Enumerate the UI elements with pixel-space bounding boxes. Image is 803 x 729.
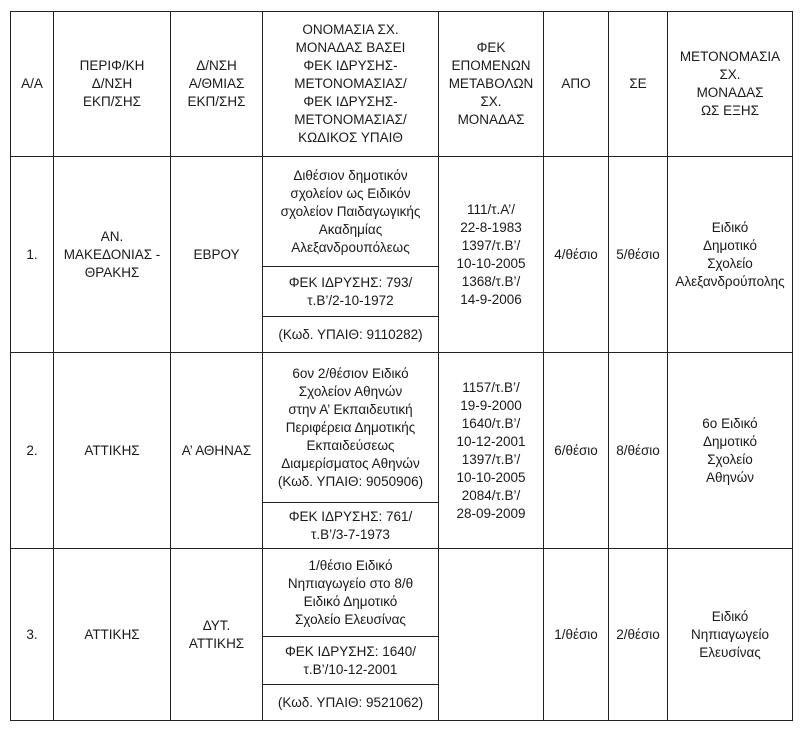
table-row [11,353,793,503]
row-school-name: 6ον 2/θέσιον Ειδικό Σχολείον Αθηνών στην Α’ Εκπαιδευτική Περιφέρεια Δημοτικής Εκπαιδεύσεως Διαμερίσματος Αθηνών (Κωδ. ΥΠΑΙΘ: 9050906) [263,353,439,503]
header-dnsi: Δ/ΝΣΗ Α/ΘΜΙΑΣ ΕΚΠ/ΣΗΣ [171,12,263,157]
header-perifereia: ΠΕΡΙΦ/ΚΗ Δ/ΝΣΗ ΕΚΠ/ΣΗΣ [54,12,171,157]
row-se: 8/θέσιο [609,353,668,549]
table-row [11,549,793,637]
row-se: 5/θέσιο [609,157,668,353]
row-apo: 4/θέσιο [544,157,609,353]
row-dnsi: ΕΒΡΟΥ [171,157,263,353]
row-kodikos: (Κωδ. ΥΠΑΙΘ: 9110282) [263,317,439,353]
header-apo: ΑΠΟ [544,12,609,157]
row-fek-metavolon [439,549,544,721]
row-number: 1. [11,157,54,353]
header-onomasia: ΟΝΟΜΑΣΙΑ ΣΧ. ΜΟΝΑΔΑΣ ΒΑΣΕΙ ΦΕΚ ΙΔΡΥΣΗΣ- ΜΕΤΟΝΟΜΑΣΙΑΣ/ ΦΕΚ ΙΔΡΥΣΗΣ- ΜΕΤΟΝΟΜΑΣΙΑΣ/ ΚΩΔΙΚΟΣ ΥΠΑΙΘ [263,12,439,157]
row-metonomasia: Ειδικό Δημοτικό Σχολείο Αλεξανδρούπολης [668,157,793,353]
row-fek-idrysis: ΦΕΚ ΙΔΡΥΣΗΣ: 1640/ τ.Β’/10-12-2001 [263,637,439,685]
row-fek-metavolon: 111/τ.Α’/ 22-8-1983 1397/τ.Β’/ 10-10-2005 1368/τ.Β’/ 14-9-2006 [439,157,544,353]
header-metonomasia: ΜΕΤΟΝΟΜΑΣΙΑ ΣΧ. ΜΟΝΑΔΑΣ ΩΣ ΕΞΗΣ [668,12,793,157]
row-school-name: 1/θέσιο Ειδικό Νηπιαγωγείο στο 8/θ Ειδικό Δημοτικό Σχολείο Ελευσίνας [263,549,439,637]
row-dnsi: ΔΥΤ. ΑΤΤΙΚΗΣ [171,549,263,721]
header-se: ΣΕ [609,12,668,157]
header-aa: Α/Α [11,12,54,157]
header-row [11,12,793,157]
row-metonomasia: Ειδικό Νηπιαγωγείο Ελευσίνας [668,549,793,721]
row-apo: 1/θέσιο [544,549,609,721]
row-dnsi: Α’ ΑΘΗΝΑΣ [171,353,263,549]
row-number: 2. [11,353,54,549]
row-se: 2/θέσιο [609,549,668,721]
row-fek-idrysis: ΦΕΚ ΙΔΡΥΣΗΣ: 793/ τ.Β’/2-10-1972 [263,267,439,317]
row-apo: 6/θέσιο [544,353,609,549]
school-renaming-table [10,11,793,721]
header-fek-metavolon: ΦΕΚ ΕΠΟΜΕΝΩΝ ΜΕΤΑΒΟΛΩΝ ΣΧ. ΜΟΝΑΔΑΣ [439,12,544,157]
row-fek-idrysis: ΦΕΚ ΙΔΡΥΣΗΣ: 761/ τ.Β’/3-7-1973 [263,503,439,549]
row-metonomasia: 6ο Ειδικό Δημοτικό Σχολείο Αθηνών [668,353,793,549]
row-perifereia: ΑΤΤΙΚΗΣ [54,549,171,721]
row-perifereia: ΑΝ. ΜΑΚΕΔΟΝΙΑΣ - ΘΡΑΚΗΣ [54,157,171,353]
table-row [11,157,793,267]
row-fek-metavolon: 1157/τ.Β’/ 19-9-2000 1640/τ.Β’/ 10-12-2001 1397/τ.Β’/ 10-10-2005 2084/τ.Β’/ 28-09-2009 [439,353,544,549]
row-kodikos: (Κωδ. ΥΠΑΙΘ: 9521062) [263,685,439,721]
row-number: 3. [11,549,54,721]
row-perifereia: ΑΤΤΙΚΗΣ [54,353,171,549]
row-school-name: Διθέσιον δημοτικόν σχολείον ως Ειδικόν σχολείον Παιδαγωγικής Ακαδημίας Αλεξανδρουπόλεως [263,157,439,267]
